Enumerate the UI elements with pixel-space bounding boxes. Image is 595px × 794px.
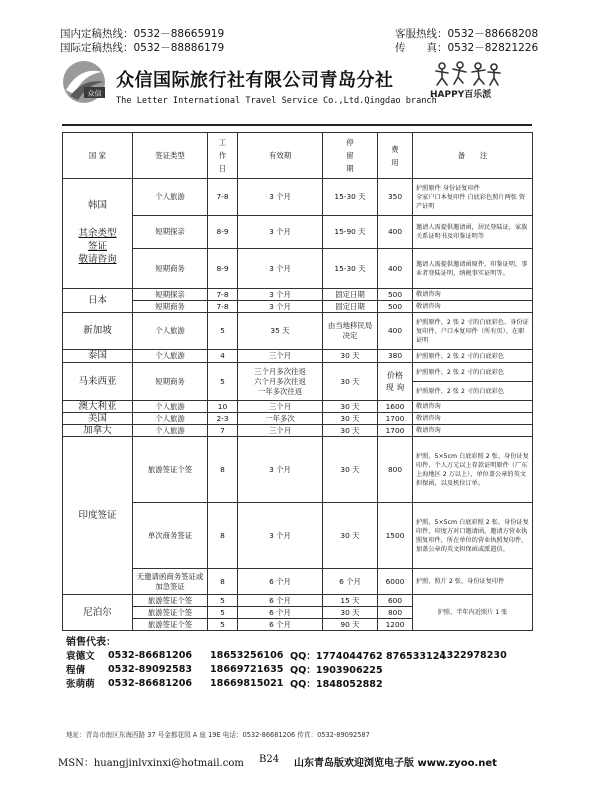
cell-validity: 6 个月 [238, 569, 323, 595]
cell-days: 8-9 [208, 249, 238, 289]
cell-type: 短期商务 [133, 301, 208, 313]
intl-hotline-value: 0532－88886179 [133, 42, 225, 54]
cell-stay: 90 天 [323, 619, 378, 631]
country-japan: 日本 [63, 289, 133, 313]
cell-days: 10 [208, 401, 238, 413]
header-work-days [208, 133, 238, 179]
cell-fee: 380 [378, 350, 413, 363]
page-number: B24 [259, 754, 280, 765]
rep-qq: QQ：1903906225 [290, 665, 383, 676]
service-hotline-label: 客服热线： [395, 28, 448, 40]
cell-days: 2-3 [208, 413, 238, 425]
footer-msn: MSN：huangjinlvxinxi@hotmail.com [58, 758, 244, 769]
cell-note: 护照原件 身份证复印件 全家户口本复印件 白底彩色照片两张 资产证明 [413, 179, 533, 216]
rep-qq: QQ：1774044762 876533124 [290, 651, 447, 662]
cell-days: 7 [208, 425, 238, 437]
cell-fee: 800 [378, 607, 413, 619]
cell-fee: 600 [378, 595, 413, 607]
cell-validity: 6 个月 [238, 595, 323, 607]
country-canada: 加拿大 [63, 425, 133, 437]
cell-fee: 800 [378, 437, 413, 503]
table-row [63, 216, 533, 249]
cell-validity: 3 个月 [238, 216, 323, 249]
cell-validity: 3 个月 [238, 503, 323, 569]
cell-days: 5 [208, 619, 238, 631]
cell-note: 护照、5×5cm 白底彩照 2 张、身份证复印件、个人万元以上存款证明原件（广东上海地区 2 万以上），单位盖公章的英文担保函，以及机位订单。 [413, 437, 533, 503]
cell-note: 护照、半年内近照片 1 张 [413, 595, 533, 631]
country-singapore: 新加坡 [63, 313, 133, 350]
korea-sub2: 签证 [87, 241, 107, 252]
cell-fee: 1200 [378, 619, 413, 631]
cell-note: 敬请咨询 [413, 301, 533, 313]
company-subtitle: The Letter International Travel Service Co.,Ltd.Qingdao branch [116, 96, 437, 106]
header-stay [323, 133, 378, 179]
service-hotline [395, 28, 538, 41]
cell-type: 短期探亲 [133, 289, 208, 301]
header-fee-text: 费用 [391, 144, 399, 167]
logo-text: 众信 [87, 89, 102, 98]
cell-validity: 3 个月 [238, 249, 323, 289]
cell-type: 旅游签证个签 [133, 437, 208, 503]
cell-stay: 15-30 天 [323, 249, 378, 289]
table-row [63, 503, 533, 569]
rep-tel: 0532-86681206 [108, 649, 193, 661]
cell-type: 个人旅游 [133, 413, 208, 425]
fax-value: 0532－82821226 [447, 42, 539, 54]
cell-fee: 500 [378, 301, 413, 313]
cell-note: 邀请人需提供邀请函原件，印鉴证明，事业者登陆证明，纳税事实证明等。 [413, 249, 533, 289]
cell-fee: 1500 [378, 503, 413, 569]
rep-tel: 0532-89092583 [108, 663, 193, 675]
sales-section [66, 633, 536, 690]
header-notes: 备 注 [413, 133, 533, 179]
cell-note: 护照原件、2 张 2 寸的白底彩色 [413, 382, 533, 401]
cell-type: 个人旅游 [133, 313, 208, 350]
table-row [63, 425, 533, 437]
cell-note: 敬请咨询 [413, 425, 533, 437]
cell-type: 个人旅游 [133, 425, 208, 437]
cell-note: 护照原件、2 张 2 寸的白底彩色 [413, 350, 533, 363]
table-row [63, 289, 533, 301]
cell-fee: 1700 [378, 413, 413, 425]
country-nepal: 尼泊尔 [63, 595, 133, 631]
header-stay-text: 停留期 [346, 138, 354, 173]
happy-logo [428, 60, 504, 100]
cell-stay: 由当地移民局决定 [323, 313, 378, 350]
sales-rep-row [66, 676, 536, 690]
header-rule [62, 124, 532, 126]
cell-days: 8-9 [208, 216, 238, 249]
cell-note: 护照原件、2 张 2 寸的白底彩色 [413, 363, 533, 382]
cell-days: 8 [208, 503, 238, 569]
cell-days: 7-8 [208, 301, 238, 313]
cell-fee: 1600 [378, 401, 413, 413]
country-australia: 澳大利亚 [63, 401, 133, 413]
footer [0, 748, 595, 774]
cell-stay: 15-30 天 [323, 179, 378, 216]
cell-days: 5 [208, 607, 238, 619]
rep-mobile: 18669815021 [210, 677, 284, 689]
cell-stay: 固定日期 [323, 289, 378, 301]
table-row [63, 363, 533, 382]
intl-hotline [60, 42, 224, 55]
table-row [63, 437, 533, 503]
address-line: 地址：青岛市南区东海西路 37 号金都花园 A 座 19E 电话：0532-86681206 传真：0532-89092587 [66, 731, 370, 739]
cell-stay: 30 天 [323, 350, 378, 363]
cell-validity: 3 个月 [238, 301, 323, 313]
cell-type: 短期探亲 [133, 216, 208, 249]
cell-validity: 三个月多次往返 六个月多次往返 一年多次往返 [238, 363, 323, 401]
country-malaysia: 马来西亚 [63, 363, 133, 401]
cell-note: 敬请咨询 [413, 289, 533, 301]
table-row [63, 179, 533, 216]
cell-stay: 30 天 [323, 503, 378, 569]
cell-note: 敬请咨询 [413, 413, 533, 425]
sales-title: 销售代表： [66, 637, 116, 648]
domestic-hotline-value: 0532－88665919 [133, 28, 225, 40]
cell-fee: 1700 [378, 425, 413, 437]
cell-type: 短期商务 [133, 363, 208, 401]
korea-sub3: 敬请咨询 [78, 254, 117, 265]
cell-type: 个人旅游 [133, 179, 208, 216]
company-title: 众信国际旅行社有限公司青岛分社 [116, 70, 394, 91]
cell-note: 邀请人需提供邀请函，居民登陆证，家族关系证明书及印鉴证明等 [413, 216, 533, 249]
happy-logo-text: HAPPY百乐派 [430, 90, 492, 100]
cell-days: 5 [208, 313, 238, 350]
table-row [63, 595, 533, 607]
cell-type: 个人旅游 [133, 401, 208, 413]
cell-type: 单次商务签证 [133, 503, 208, 569]
cell-stay: 30 天 [323, 437, 378, 503]
cell-type: 无邀请函商务签证或加急签证 [133, 569, 208, 595]
cell-validity: 3 个月 [238, 179, 323, 216]
header-visa-type: 签证类型 [133, 133, 208, 179]
header-fee [378, 133, 413, 179]
cell-days: 8 [208, 569, 238, 595]
cell-stay: 30 天 [323, 413, 378, 425]
footer-banner: 山东青岛版欢迎浏览电子版 www.zyoo.net [294, 758, 497, 769]
fax-line [395, 42, 538, 55]
cell-note: 护照、照片 2 张、身份证复印件 [413, 569, 533, 595]
rep-mobile: 18669721635 [210, 663, 284, 675]
cell-type: 个人旅游 [133, 350, 208, 363]
cell-validity: 3 个月 [238, 437, 323, 503]
cell-note: 敬请咨询 [413, 401, 533, 413]
cell-validity: 6 个月 [238, 607, 323, 619]
domestic-hotline [60, 28, 224, 41]
cell-validity: 三个月 [238, 425, 323, 437]
table-row [63, 313, 533, 350]
cell-stay: 15-90 天 [323, 216, 378, 249]
cell-fee: 6000 [378, 569, 413, 595]
rep-qq: QQ：1848052882 [290, 679, 383, 690]
cell-stay: 15 天 [323, 595, 378, 607]
cell-days: 5 [208, 595, 238, 607]
cell-validity: 35 天 [238, 313, 323, 350]
country-usa: 美国 [63, 413, 133, 425]
cell-days: 5 [208, 363, 238, 401]
cell-note: 护照原件、2 张 2 寸的白底彩色、身份证复印件、户口本复印件（所有页）、在职证明 [413, 313, 533, 350]
cell-type: 短期商务 [133, 249, 208, 289]
rep-name: 程倩 [66, 665, 86, 676]
cell-validity: 6 个月 [238, 619, 323, 631]
header-country: 国 家 [63, 133, 133, 179]
country-korea [63, 179, 133, 289]
country-thailand: 泰国 [63, 350, 133, 363]
fax-label: 传 真： [395, 42, 448, 54]
country-india: 印度签证 [63, 437, 133, 595]
cell-fee: 400 [378, 249, 413, 289]
cell-fee: 400 [378, 313, 413, 350]
cell-stay: 6 个月 [323, 569, 378, 595]
rep-name: 袁德文 [66, 651, 95, 662]
cell-fee: 500 [378, 289, 413, 301]
cell-type: 旅游签证个签 [133, 619, 208, 631]
company-logo [60, 60, 108, 104]
intl-hotline-label: 国际定稿热线： [60, 42, 134, 54]
cell-validity: 三个月 [238, 401, 323, 413]
rep-name: 张萌萌 [66, 679, 95, 690]
cell-days: 4 [208, 350, 238, 363]
service-hotline-value: 0532－88668208 [447, 28, 539, 40]
table-row [63, 401, 533, 413]
cell-stay: 30 天 [323, 425, 378, 437]
cell-fee: 350 [378, 179, 413, 216]
cell-days: 7-8 [208, 179, 238, 216]
header-validity: 有效期 [238, 133, 323, 179]
korea-sub1: 其余类型 [78, 228, 117, 239]
cell-validity: 三个月 [238, 350, 323, 363]
domestic-hotline-label: 国内定稿热线： [60, 28, 134, 40]
cell-stay: 30 天 [323, 607, 378, 619]
cell-validity: 一年多次 [238, 413, 323, 425]
sales-rep-row [66, 648, 536, 662]
cell-stay: 30 天 [323, 363, 378, 401]
table-row [63, 413, 533, 425]
header-work-days-text: 工作日 [218, 138, 227, 173]
cell-validity: 3 个月 [238, 289, 323, 301]
cell-fee: 价格 现 询 [378, 363, 413, 401]
korea-label: 韩国 [87, 200, 107, 211]
rep-tel: 0532-86681206 [108, 677, 193, 689]
cell-fee: 400 [378, 216, 413, 249]
cell-note: 护照、5×5cm 白底彩照 2 张、身份证复印件，印度方对口邀请函，邀请方营业执照复印件，所在单位的营业执照复印件，加盖公章的英文担保函或派遣信。 [413, 503, 533, 569]
table-header-row [63, 133, 533, 179]
table-row [63, 301, 533, 313]
table-row [63, 350, 533, 363]
cell-stay: 固定日期 [323, 301, 378, 313]
cell-type: 旅游签证个签 [133, 595, 208, 607]
sales-rep-row [66, 662, 536, 676]
cell-type: 旅游签证个签 [133, 607, 208, 619]
cell-days: 7-8 [208, 289, 238, 301]
cell-days: 8 [208, 437, 238, 503]
cell-stay: 30 天 [323, 401, 378, 413]
table-row [63, 249, 533, 289]
visa-table [62, 132, 533, 631]
rep-mobile: 18653256106 [210, 649, 284, 661]
table-row [63, 569, 533, 595]
rep-extra: 1322978230 [440, 649, 507, 661]
